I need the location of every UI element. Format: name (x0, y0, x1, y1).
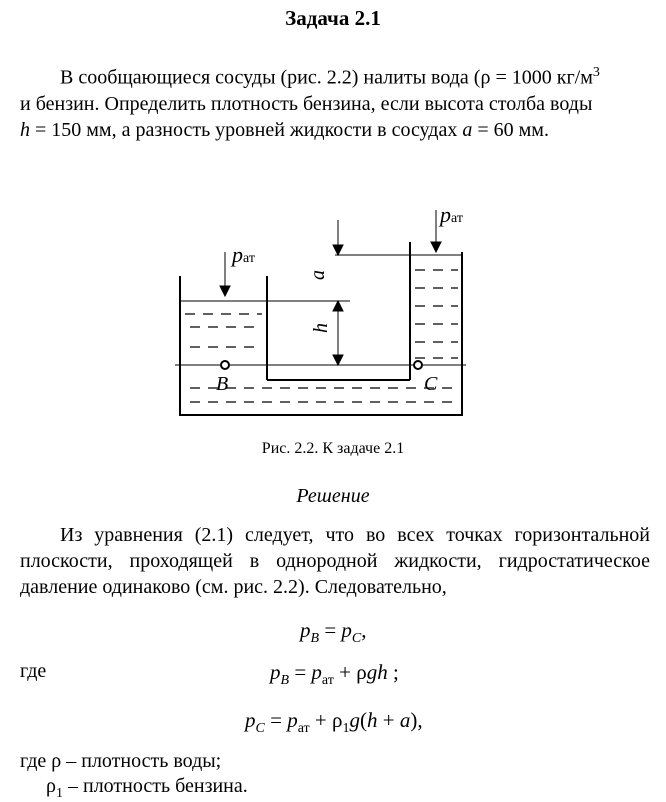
definition-water: где ρ – плотность воды; (20, 750, 222, 772)
equation-1: $p_B = p_C$, (300, 618, 367, 647)
equation-3: $p_C = p_{ат} + \rho_1g(h + a)$, (245, 708, 423, 737)
point-b-marker (221, 361, 229, 369)
problem-line-3: h = 150 мм, а разность уровней жидкости в сосудах a = 60 мм. (20, 118, 549, 141)
label-pat-right: pат (440, 202, 463, 227)
label-a: a (307, 270, 329, 280)
problem-line-1: В сообщающиеся сосуды (рис. 2.2) налиты вода (ρ = 1000 $кг/м^3$ (60, 65, 600, 89)
where-label: где (20, 660, 47, 682)
figure-caption: Рис. 2.2. К задаче 2.1 (261, 440, 405, 457)
problem-line-2: и бензин. Определить плотность бензина, если высота столба воды (20, 92, 593, 115)
dimension-arrows (220, 210, 441, 365)
point-c-marker (414, 361, 422, 369)
problem-title: Задача 2.1 (285, 6, 381, 30)
solution-heading: Решение (296, 485, 370, 507)
label-b: B (216, 373, 229, 395)
solution-text: Из уравнения (2.1) следует, что во всех точках горизонтальной плоскости, проходящей в однородной жидкости, гидростатическое давление одинаково (см. рис. 2.2). Следовательно, (20, 524, 650, 598)
label-h: h (310, 323, 332, 333)
label-c: C (424, 373, 438, 395)
equation-2: $p_B = p_{ат} + \rho gh$ ; (270, 660, 399, 689)
definition-gasoline: $\rho_1$ – плотность бензина. (46, 775, 248, 801)
label-pat-left: pат (232, 242, 255, 267)
